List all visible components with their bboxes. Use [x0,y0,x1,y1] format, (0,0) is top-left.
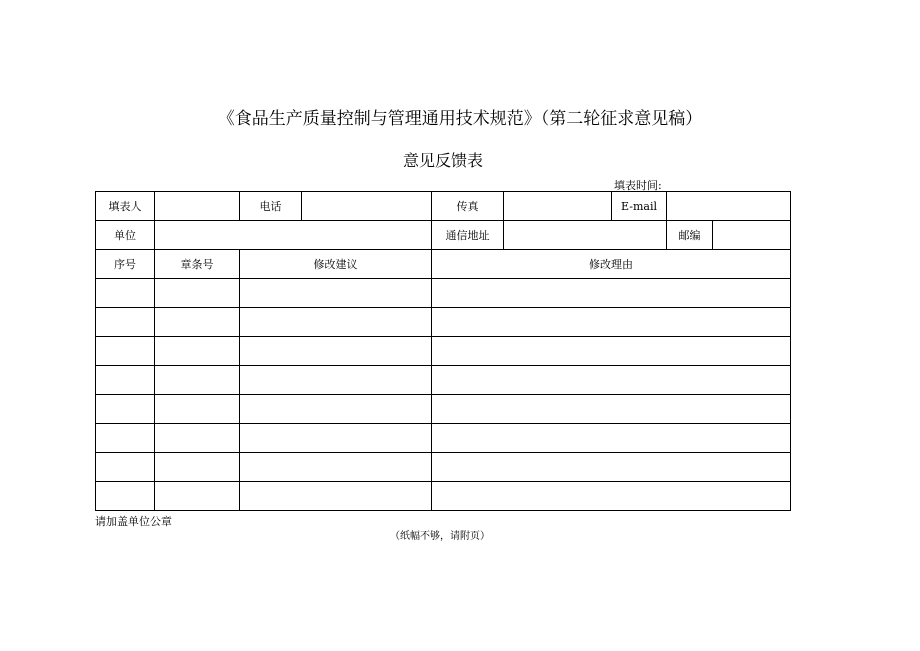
stamp-note: 请加盖单位公章 [95,515,172,528]
unit-label: 单位 [96,221,155,250]
seq-cell[interactable] [96,453,155,482]
seq-cell[interactable] [96,337,155,366]
suggestion-cell[interactable] [240,482,432,511]
seq-cell[interactable] [96,395,155,424]
reason-header: 修改理由 [432,250,791,279]
reason-cell[interactable] [432,424,791,453]
suggestion-cell[interactable] [240,279,432,308]
blank-rows [96,279,791,511]
reason-cell[interactable] [432,453,791,482]
clause-cell[interactable] [155,424,240,453]
table-row [96,424,791,453]
table-row [96,395,791,424]
reason-cell[interactable] [432,337,791,366]
table-row [96,453,791,482]
seq-header: 序号 [96,250,155,279]
table-row [96,482,791,511]
suggestion-cell[interactable] [240,366,432,395]
address-field[interactable] [504,221,667,250]
reason-cell[interactable] [432,279,791,308]
seq-cell[interactable] [96,308,155,337]
fill-time-label: 填表时间: [614,179,662,192]
table-row [96,337,791,366]
email-field[interactable] [667,192,791,221]
reason-cell[interactable] [432,366,791,395]
email-label: E-mail [612,192,667,221]
suggestion-cell[interactable] [240,395,432,424]
seq-cell[interactable] [96,482,155,511]
contact-row [96,192,791,221]
clause-cell[interactable] [155,366,240,395]
reason-cell[interactable] [432,308,791,337]
phone-field[interactable] [302,192,432,221]
clause-cell[interactable] [155,308,240,337]
fax-field[interactable] [504,192,612,221]
reason-cell[interactable] [432,395,791,424]
suggestion-cell[interactable] [240,424,432,453]
clause-cell[interactable] [155,337,240,366]
unit-row [96,221,791,250]
address-label: 通信地址 [432,221,504,250]
seq-cell[interactable] [96,366,155,395]
page-note: （纸幅不够，请附页） [390,531,490,542]
feedback-table [95,191,791,511]
postcode-label: 邮编 [667,221,713,250]
clause-cell[interactable] [155,395,240,424]
reason-cell[interactable] [432,482,791,511]
suggestion-header: 修改建议 [240,250,432,279]
document-subtitle: 意见反馈表 [402,151,483,170]
clause-cell[interactable] [155,279,240,308]
table-row [96,279,791,308]
clause-cell[interactable] [155,482,240,511]
suggestion-cell[interactable] [240,308,432,337]
postcode-field[interactable] [713,221,791,250]
filler-label: 填表人 [96,192,155,221]
seq-cell[interactable] [96,424,155,453]
document-title: 《食品生产质量控制与管理通用技术规范》（第二轮征求意见稿） [217,109,703,129]
table-row [96,366,791,395]
clause-header: 章条号 [155,250,240,279]
clause-cell[interactable] [155,453,240,482]
header-row [96,250,791,279]
unit-field[interactable] [155,221,432,250]
table-row [96,308,791,337]
phone-label: 电话 [240,192,302,221]
fax-label: 传真 [432,192,504,221]
suggestion-cell[interactable] [240,453,432,482]
suggestion-cell[interactable] [240,337,432,366]
filler-field[interactable] [155,192,240,221]
seq-cell[interactable] [96,279,155,308]
